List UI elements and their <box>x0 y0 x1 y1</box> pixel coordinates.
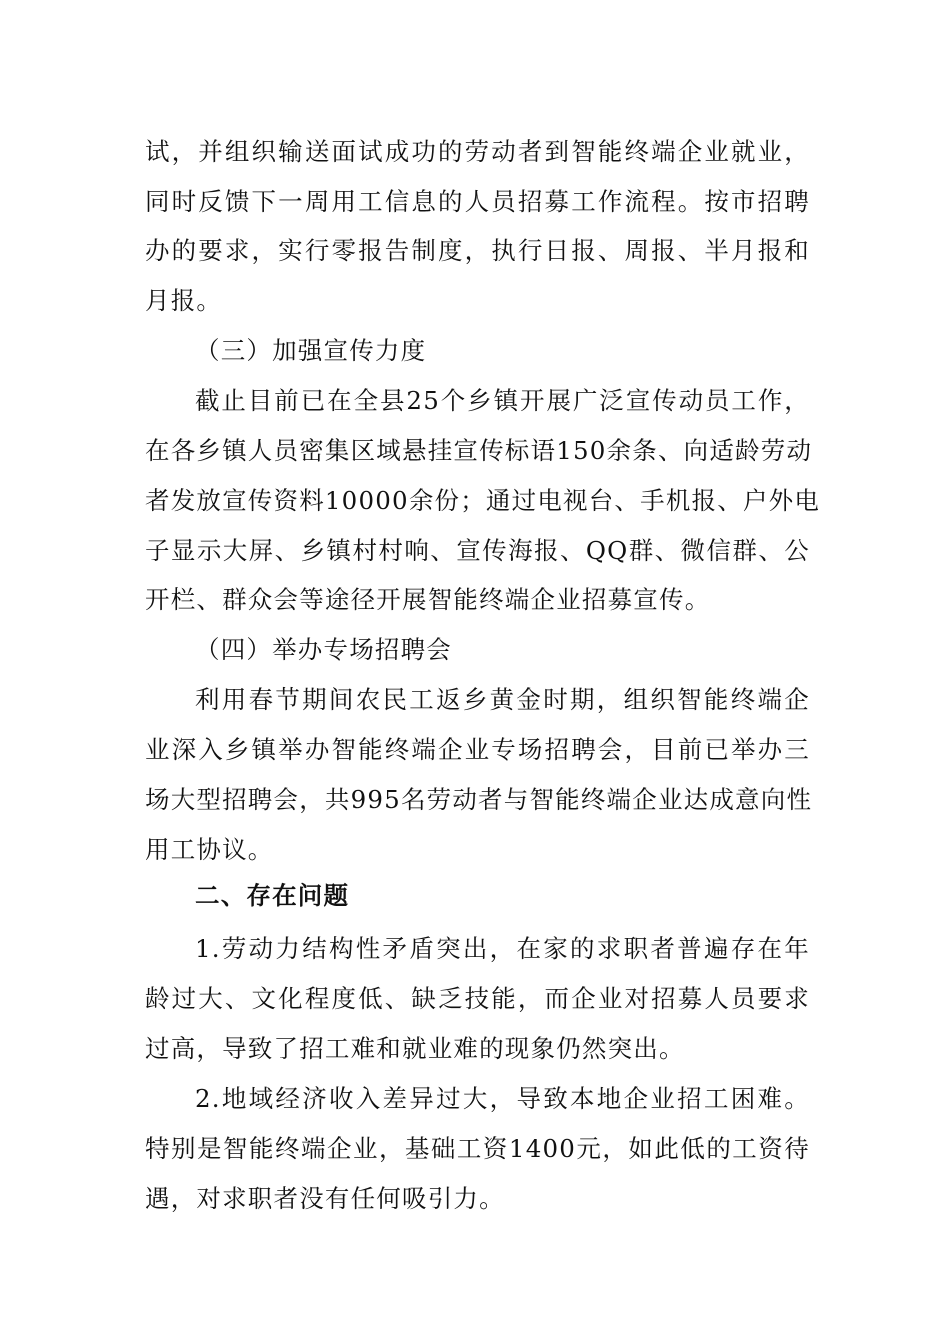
paragraph-line: 试，并组织输送面试成功的劳动者到智能终端企业就业， <box>145 137 810 166</box>
paragraph-line: 月报。 <box>145 286 223 315</box>
paragraph-line: 者发放宣传资料10000余份；通过电视台、手机报、户外电 <box>145 486 821 515</box>
paragraph-line: 同时反馈下一周用工信息的人员招募工作流程。按市招聘 <box>145 187 810 216</box>
paragraph-line: 场大型招聘会，共995名劳动者与智能终端企业达成意向性 <box>145 785 813 814</box>
paragraph-line: 开栏、群众会等途径开展智能终端企业招募宣传。 <box>145 585 711 614</box>
paragraph-line: 业深入乡镇举办智能终端企业专场招聘会，目前已举办三 <box>145 735 810 764</box>
paragraph-line: 用工协议。 <box>145 835 274 864</box>
section-heading-3: （三）加强宣传力度 <box>195 336 427 365</box>
section-heading-problems: 二、存在问题 <box>195 881 350 910</box>
paragraph-line: 截止目前已在全县25个乡镇开展广泛宣传动员工作， <box>195 386 810 415</box>
paragraph-line: 过高，导致了招工难和就业难的现象仍然突出。 <box>145 1034 685 1063</box>
paragraph-line: 遇，对求职者没有任何吸引力。 <box>145 1184 505 1213</box>
paragraph-line: 1.劳动力结构性矛盾突出，在家的求职者普遍存在年 <box>195 934 810 963</box>
paragraph-line: 龄过大、文化程度低、缺乏技能，而企业对招募人员要求 <box>145 984 810 1013</box>
paragraph-line: 2.地域经济收入差异过大，导致本地企业招工困难。 <box>195 1084 810 1113</box>
section-heading-4: （四）举办专场招聘会 <box>195 635 452 664</box>
paragraph-line: 办的要求，实行零报告制度，执行日报、周报、半月报和 <box>145 236 810 265</box>
paragraph-line: 利用春节期间农民工返乡黄金时期，组织智能终端企 <box>195 685 810 714</box>
paragraph-line: 特别是智能终端企业，基础工资1400元，如此低的工资待 <box>145 1134 810 1163</box>
paragraph-line: 在各乡镇人员密集区域悬挂宣传标语150余条、向适龄劳动 <box>145 436 813 465</box>
paragraph-line: 子显示大屏、乡镇村村响、宣传海报、QQ群、微信群、公 <box>145 536 810 565</box>
